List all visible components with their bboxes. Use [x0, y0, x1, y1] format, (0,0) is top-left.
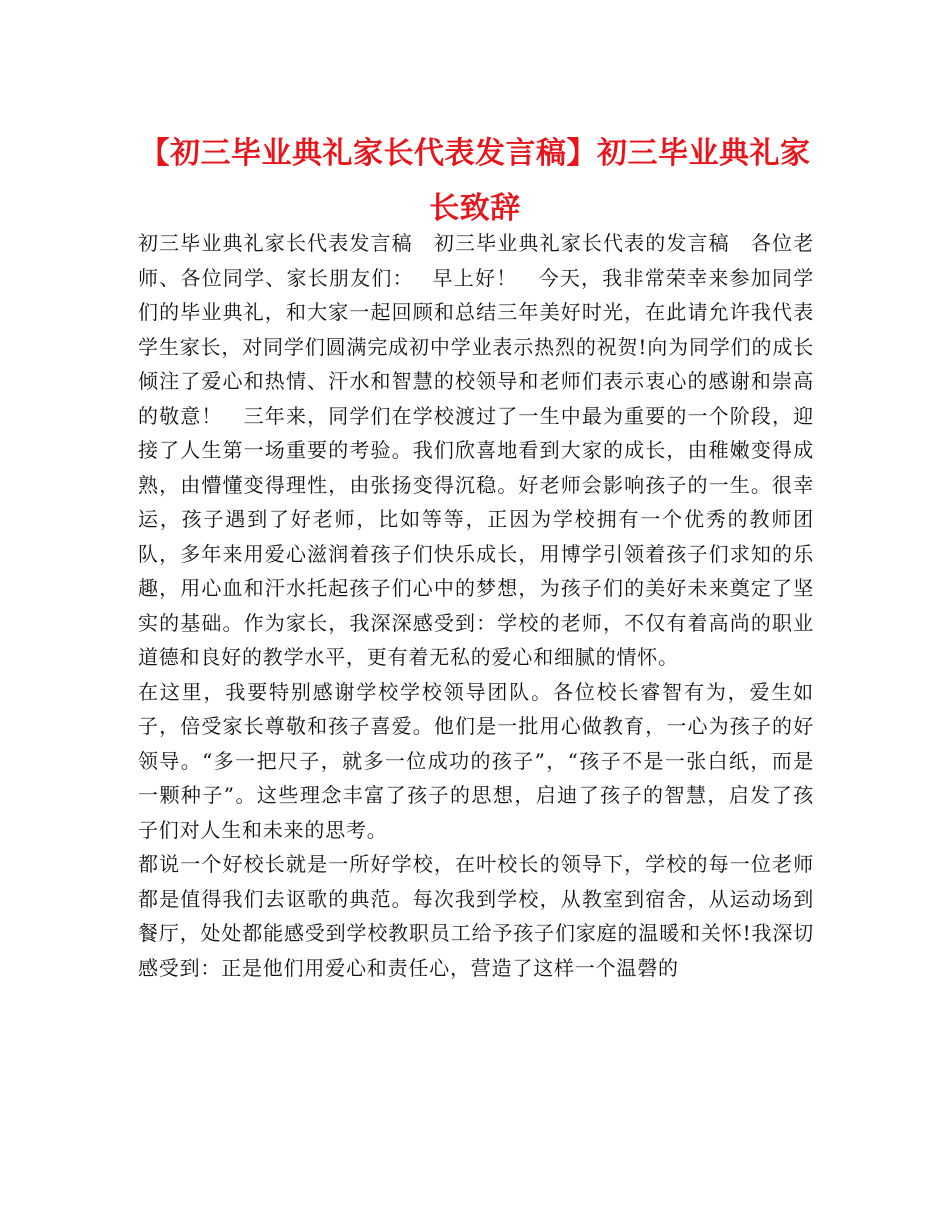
paragraph-2: 在这里，我要特别感谢学校学校领导团队。各位校长睿智有为，爱生如子，倍受家长尊敬和孩子喜爱。他们是一批用心做教育，一心为孩子的好领导。“多一把尺子，就多一位成功的孩子”，“孩子不是一张白纸，而是一颗种子”。这些理念丰富了孩子的思想，启迪了孩子的智慧，启发了孩子们对人生和未来的思考。	[138, 679, 814, 842]
paragraph-3: 都说一个好校长就是一所好学校，在叶校长的领导下，学校的每一位老师都是值得我们去讴歌的典范。每次我到学校，从教室到宿舍，从运动场到餐厅，处处都能感受到学校教职员工给予孩子们家庭的温暖和关怀!我深切感受到：正是他们用爱心和责任心，营造了这样一个温磬的	[138, 852, 814, 980]
document-body	[138, 226, 814, 985]
document-title: 【初三毕业典礼家长代表发言稿】初三毕业典礼家长致辞	[139, 136, 811, 226]
paragraph-1: 初三毕业典礼家长代表发言稿 初三毕业典礼家长代表的发言稿 各位老师、各位同学、家长朋友们： 早上好！ 今天，我非常荣幸来参加同学们的毕业典礼，和大家一起回顾和总结三年美好时光，在此请允许我代表学生家长，对同学们圆满完成初中学业表示热烈的祝贺!向为同学们的成长倾注了爱心和热情、汗水和智慧的校领导和老师们表示衷心的感谢和崇高的敬意！ 三年来，同学们在学校渡过了一生中最为重要的一个阶段，迎接了人生第一场重要的考验。我们欣喜地看到大家的成长，由稚嫩变得成熟，由懵懂变得理性，由张扬变得沉稳。好老师会影响孩子的一生。很幸运，孩子遇到了好老师，比如等等，正因为学校拥有一个优秀的教师团队，多年来用爱心滋润着孩子们快乐成长，用博学引领着孩子们求知的乐趣，用心血和汗水托起孩子们心中的梦想，为孩子们的美好未来奠定了坚实的基础。作为家长，我深深感受到：学校的老师，不仅有着高尚的职业道德和良好的教学水平，更有着无私的爱心和细腻的情怀。	[138, 231, 814, 669]
